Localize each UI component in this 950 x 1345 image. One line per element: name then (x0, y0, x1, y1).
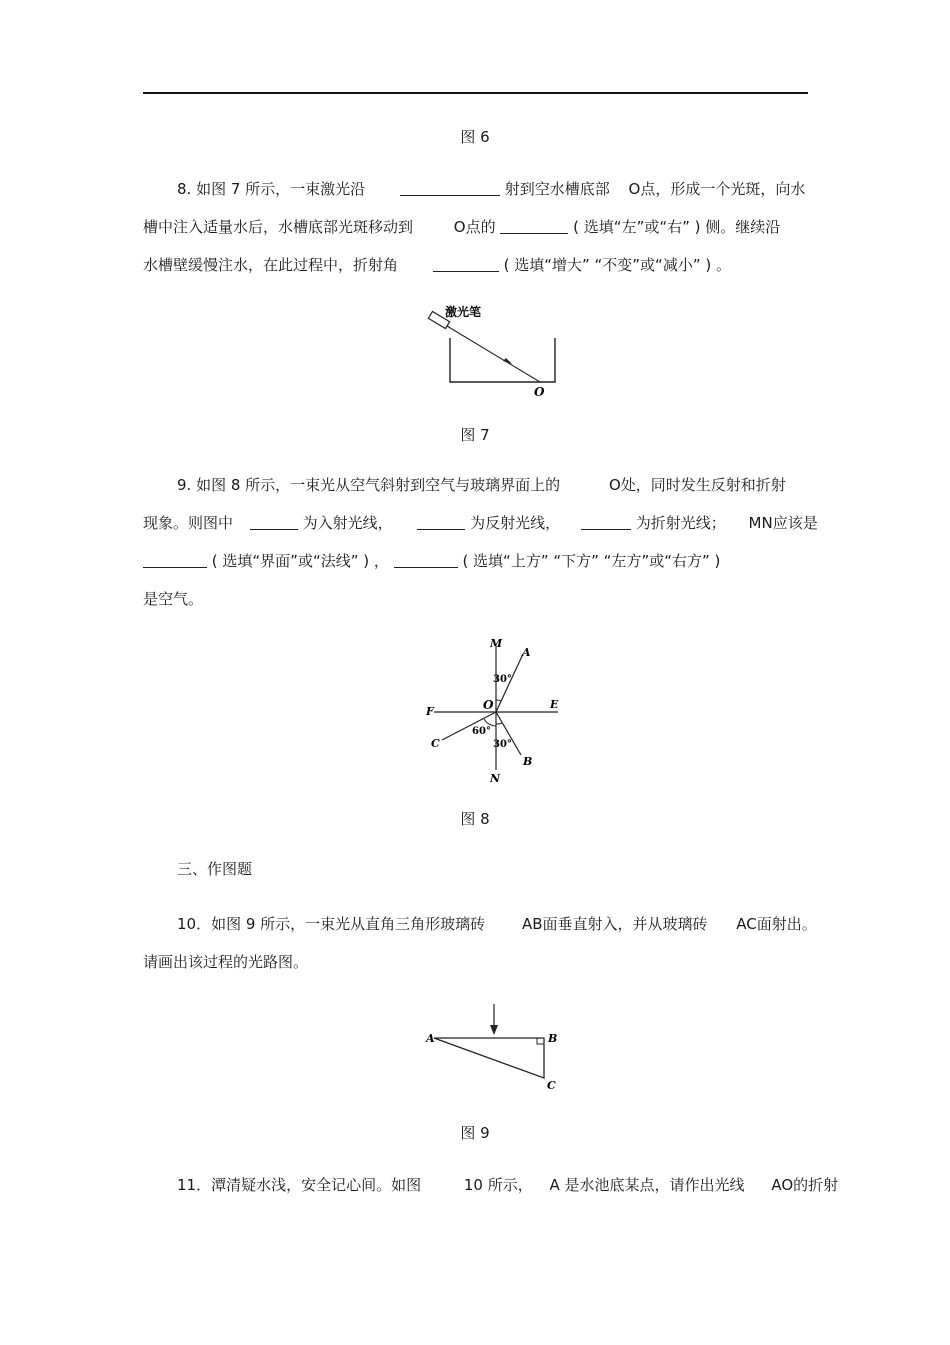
figure-8-caption: 图 8 (460, 810, 490, 828)
right-angle-mark (537, 1038, 544, 1044)
fig8-angle-bottom: 30° (493, 739, 512, 750)
q11-text: A 是水池底某点，请作出光线 (549, 1176, 745, 1194)
q9-text: 9. 如图 8 所示，一束光从空气斜射到空气与玻璃界面上的 (177, 476, 561, 494)
section-3-heading: 三、作图题 (177, 860, 253, 878)
question-10 (143, 905, 817, 981)
fig7-laser-label: 激光笔 (445, 305, 482, 319)
figure-9-caption: 图 9 (460, 1124, 490, 1142)
q11-text: 10 所示， (463, 1176, 533, 1194)
glass-triangle (434, 1038, 544, 1078)
q9-text: 为入射光线， (302, 514, 393, 532)
q8-text: 8. 如图 7 所示，一束激光沿 (177, 180, 366, 198)
angle-arc-left (484, 719, 496, 726)
q9-text: MN应该是 (748, 514, 818, 532)
q8-blank-2[interactable] (500, 217, 568, 234)
fig8-label-f: F (426, 705, 434, 718)
q9-blank-incident[interactable] (250, 513, 298, 530)
q9-blank-reflected[interactable] (417, 513, 465, 530)
question-9 (143, 466, 818, 618)
q8-blank-1[interactable] (400, 179, 500, 196)
fig9-label-b: B (548, 1032, 558, 1045)
q9-blank-air-side[interactable] (394, 551, 458, 568)
q9-blank-mn[interactable] (143, 551, 207, 568)
q9-text: 现象。则图中 (143, 514, 234, 532)
q8-blank-3[interactable] (433, 255, 499, 272)
fig8-angle-left: 60° (472, 726, 491, 737)
angle-arc-bottom (496, 723, 502, 724)
question-11 (143, 1166, 839, 1204)
q9-text: ( 选填“上方” “下方” “左方”或“右方” ) (462, 552, 721, 570)
q11-text: 11．潭清疑水浅，安全记心间。如图 (177, 1176, 422, 1194)
q9-text: 为反射光线， (470, 514, 561, 532)
fig8-angle-top: 30° (493, 674, 512, 685)
fig8-label-c: C (431, 737, 440, 750)
fig8-label-o: O (483, 698, 494, 712)
q10-text: AB面垂直射入，并从玻璃砖 (521, 915, 708, 933)
q11-text: AO的折射 (771, 1176, 839, 1194)
fig9-label-c: C (547, 1079, 556, 1092)
q8-text: ( 选填“增大” “不变”或“减小” ) 。 (503, 256, 731, 274)
figure-7-diagram (420, 298, 570, 402)
fig7-point-o: O (534, 385, 545, 399)
angle-arc-top (496, 700, 501, 701)
figure-7-caption: 图 7 (460, 426, 490, 444)
figure-8-diagram (420, 632, 565, 788)
q8-text: 射到空水槽底部 (504, 180, 610, 198)
laser-beam (447, 326, 540, 382)
q8-text: O点的 (453, 218, 496, 236)
fig8-label-b: B (523, 755, 533, 768)
fig8-label-a: A (522, 646, 531, 659)
ray-arrow-icon (490, 1025, 498, 1035)
question-8 (143, 170, 808, 284)
q8-text: 槽中注入适量水后，水槽底部光斑移动到 (143, 218, 414, 236)
figure-9-diagram (424, 998, 564, 1094)
header-rule (143, 92, 808, 94)
q8-text: ( 选填“左”或“右” ) 侧。继续沿 (573, 218, 781, 236)
q10-text: 请画出该过程的光路图。 (143, 953, 309, 971)
q9-text: O处，同时发生反射和折射 (608, 476, 786, 494)
figure-6-caption: 图 6 (460, 128, 490, 146)
fig8-label-m: M (490, 637, 503, 650)
q8-text: 水槽壁缓慢注水，在此过程中，折射角 (143, 256, 399, 274)
q9-text: 为折射光线； (635, 514, 726, 532)
q10-text: 10．如图 9 所示，一束光从直角三角形玻璃砖 (177, 915, 486, 933)
q8-text: O点，形成一个光斑，向水 (628, 180, 806, 198)
fig9-label-a: A (426, 1032, 435, 1045)
q9-blank-refracted[interactable] (581, 513, 631, 530)
fig8-label-n: N (490, 772, 501, 785)
beam-arrow-icon (503, 358, 512, 364)
q10-text: AC面射出。 (736, 915, 817, 933)
fig8-label-e: E (550, 698, 559, 711)
q9-text: 是空气。 (143, 590, 204, 608)
q9-text: ( 选填“界面”或“法线” ) ， (211, 552, 389, 570)
